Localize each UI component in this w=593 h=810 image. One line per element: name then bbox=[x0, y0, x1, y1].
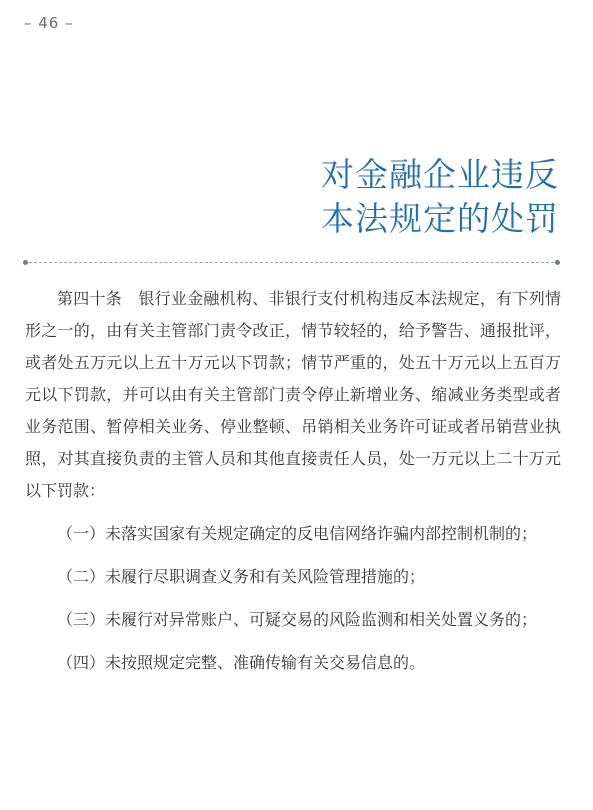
page-number: – 46 – bbox=[24, 14, 74, 32]
list-item: （四）未按照规定完整、准确传输有关交易信息的。 bbox=[57, 653, 426, 672]
list-item: （二）未履行尽职调查义务和有关风险管理措施的； bbox=[57, 567, 426, 586]
section-title-line-1: 对金融企业违反 bbox=[321, 155, 559, 194]
dotted-divider bbox=[24, 262, 559, 263]
list-item: （一）未落实国家有关规定确定的反电信网络诈骗内部控制机制的； bbox=[57, 524, 538, 543]
article-body bbox=[25, 283, 561, 679]
article-40-paragraph: 第四十条 银行业金融机构、非银行支付机构违反本法规定，有下列情形之一的，由有关主管部门责令改正，情节较轻的，给予警告、通报批评，或者处五万元以上五十万元以下罚款；情节严重的，处五十万元以上五百万元以下罚款，并可以由有关主管部门责令停止新增业务、缩减业务类型或者业务范围、暂停相关业务、停业整顿、吊销相关业务许可证或者吊销营业执照，对其直接负责的主管人员和其他直接责任人员，处一万元以上二十万元以下罚款： bbox=[25, 289, 561, 500]
list-item: （三）未履行对异常账户、可疑交易的风险监测和相关处置义务的； bbox=[57, 610, 538, 629]
section-title-line-2: 本法规定的处罚 bbox=[321, 199, 559, 238]
section-title bbox=[321, 153, 559, 241]
